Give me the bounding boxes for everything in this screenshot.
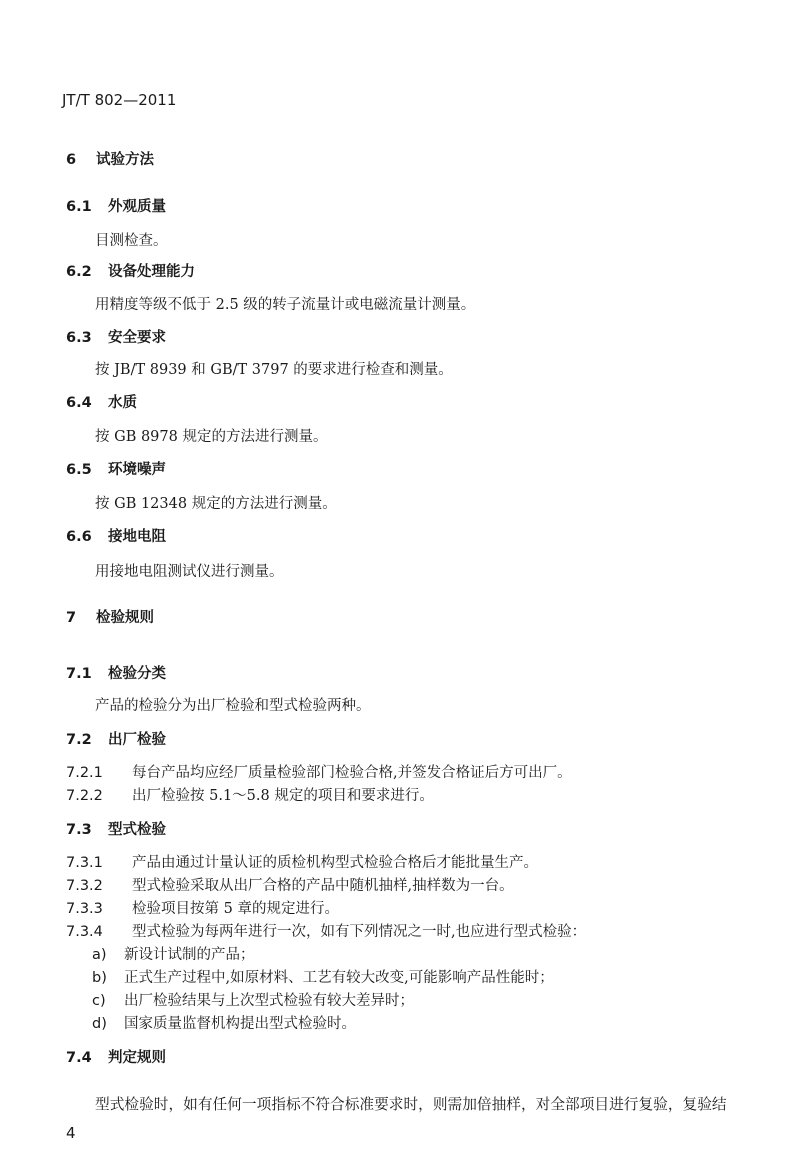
clause-7-3-2: 7.3.2 型式检验采取从出厂合格的产品中随机抽样,抽样数为一台。 (66, 878, 514, 894)
section-text-6-5: 按 GB 12348 规定的方法进行测量。 (95, 496, 337, 512)
list-item-c: c) 出厂检验结果与上次型式检验有较大差异时； (92, 993, 414, 1009)
section-heading-6-3: 6.3 安全要求 (66, 330, 166, 346)
section-heading-6-5: 6.5 环境噪声 (66, 462, 166, 478)
section-text-6-4: 按 GB 8978 规定的方法进行测量。 (95, 429, 328, 445)
section-heading-7: 7 检验规则 (66, 610, 154, 626)
section-heading-6-6: 6.6 接地电阻 (66, 529, 166, 545)
clause-7-3-1: 7.3.1 产品由通过计量认证的质检机构型式检验合格后才能批量生产。 (66, 855, 538, 871)
section-heading-6-1: 6.1 外观质量 (66, 199, 166, 215)
section-text-6-1: 目测检查。 (95, 233, 168, 249)
list-item-b: b) 正式生产过程中,如原材料、工艺有较大改变,可能影响产品性能时； (92, 970, 554, 986)
section-text-7-1: 产品的检验分为出厂检验和型式检验两种。 (95, 698, 371, 714)
section-heading-7-3: 7.3 型式检验 (66, 822, 166, 838)
section-text-6-6: 用接地电阻测试仪进行测量。 (95, 564, 284, 580)
clause-7-3-3: 7.3.3 检验项目按第 5 章的规定进行。 (66, 901, 339, 917)
clause-7-2-1: 7.2.1 每台产品均应经厂质量检验部门检验合格,并签发合格证后方可出厂。 (66, 765, 572, 781)
section-heading-6: 6 试验方法 (66, 152, 154, 168)
document-header: JT/T 802—2011 (62, 91, 177, 109)
section-text-6-3: 按 JB/T 8939 和 GB/T 3797 的要求进行检查和测量。 (95, 362, 453, 378)
list-item-a: a) 新设计试制的产品； (92, 947, 255, 963)
page-number: 4 (66, 1124, 76, 1142)
section-heading-7-1: 7.1 检验分类 (66, 666, 166, 682)
clause-7-3-4: 7.3.4 型式检验为每两年进行一次，如有下列情况之一时,也应进行型式检验： (66, 924, 587, 940)
section-heading-7-2: 7.2 出厂检验 (66, 732, 166, 748)
section-heading-6-2: 6.2 设备处理能力 (66, 264, 195, 280)
section-text-7-4: 型式检验时，如有任何一项指标不符合标准要求时，则需加倍抽样，对全部项目进行复验，复验结 (95, 1096, 727, 1113)
section-text-6-2: 用精度等级不低于 2.5 级的转子流量计或电磁流量计测量。 (95, 297, 476, 313)
section-heading-6-4: 6.4 水质 (66, 395, 137, 411)
list-item-d: d) 国家质量监督机构提出型式检验时。 (92, 1016, 356, 1032)
section-heading-7-4: 7.4 判定规则 (66, 1050, 166, 1066)
clause-7-2-2: 7.2.2 出厂检验按 5.1～5.8 规定的项目和要求进行。 (66, 788, 434, 804)
